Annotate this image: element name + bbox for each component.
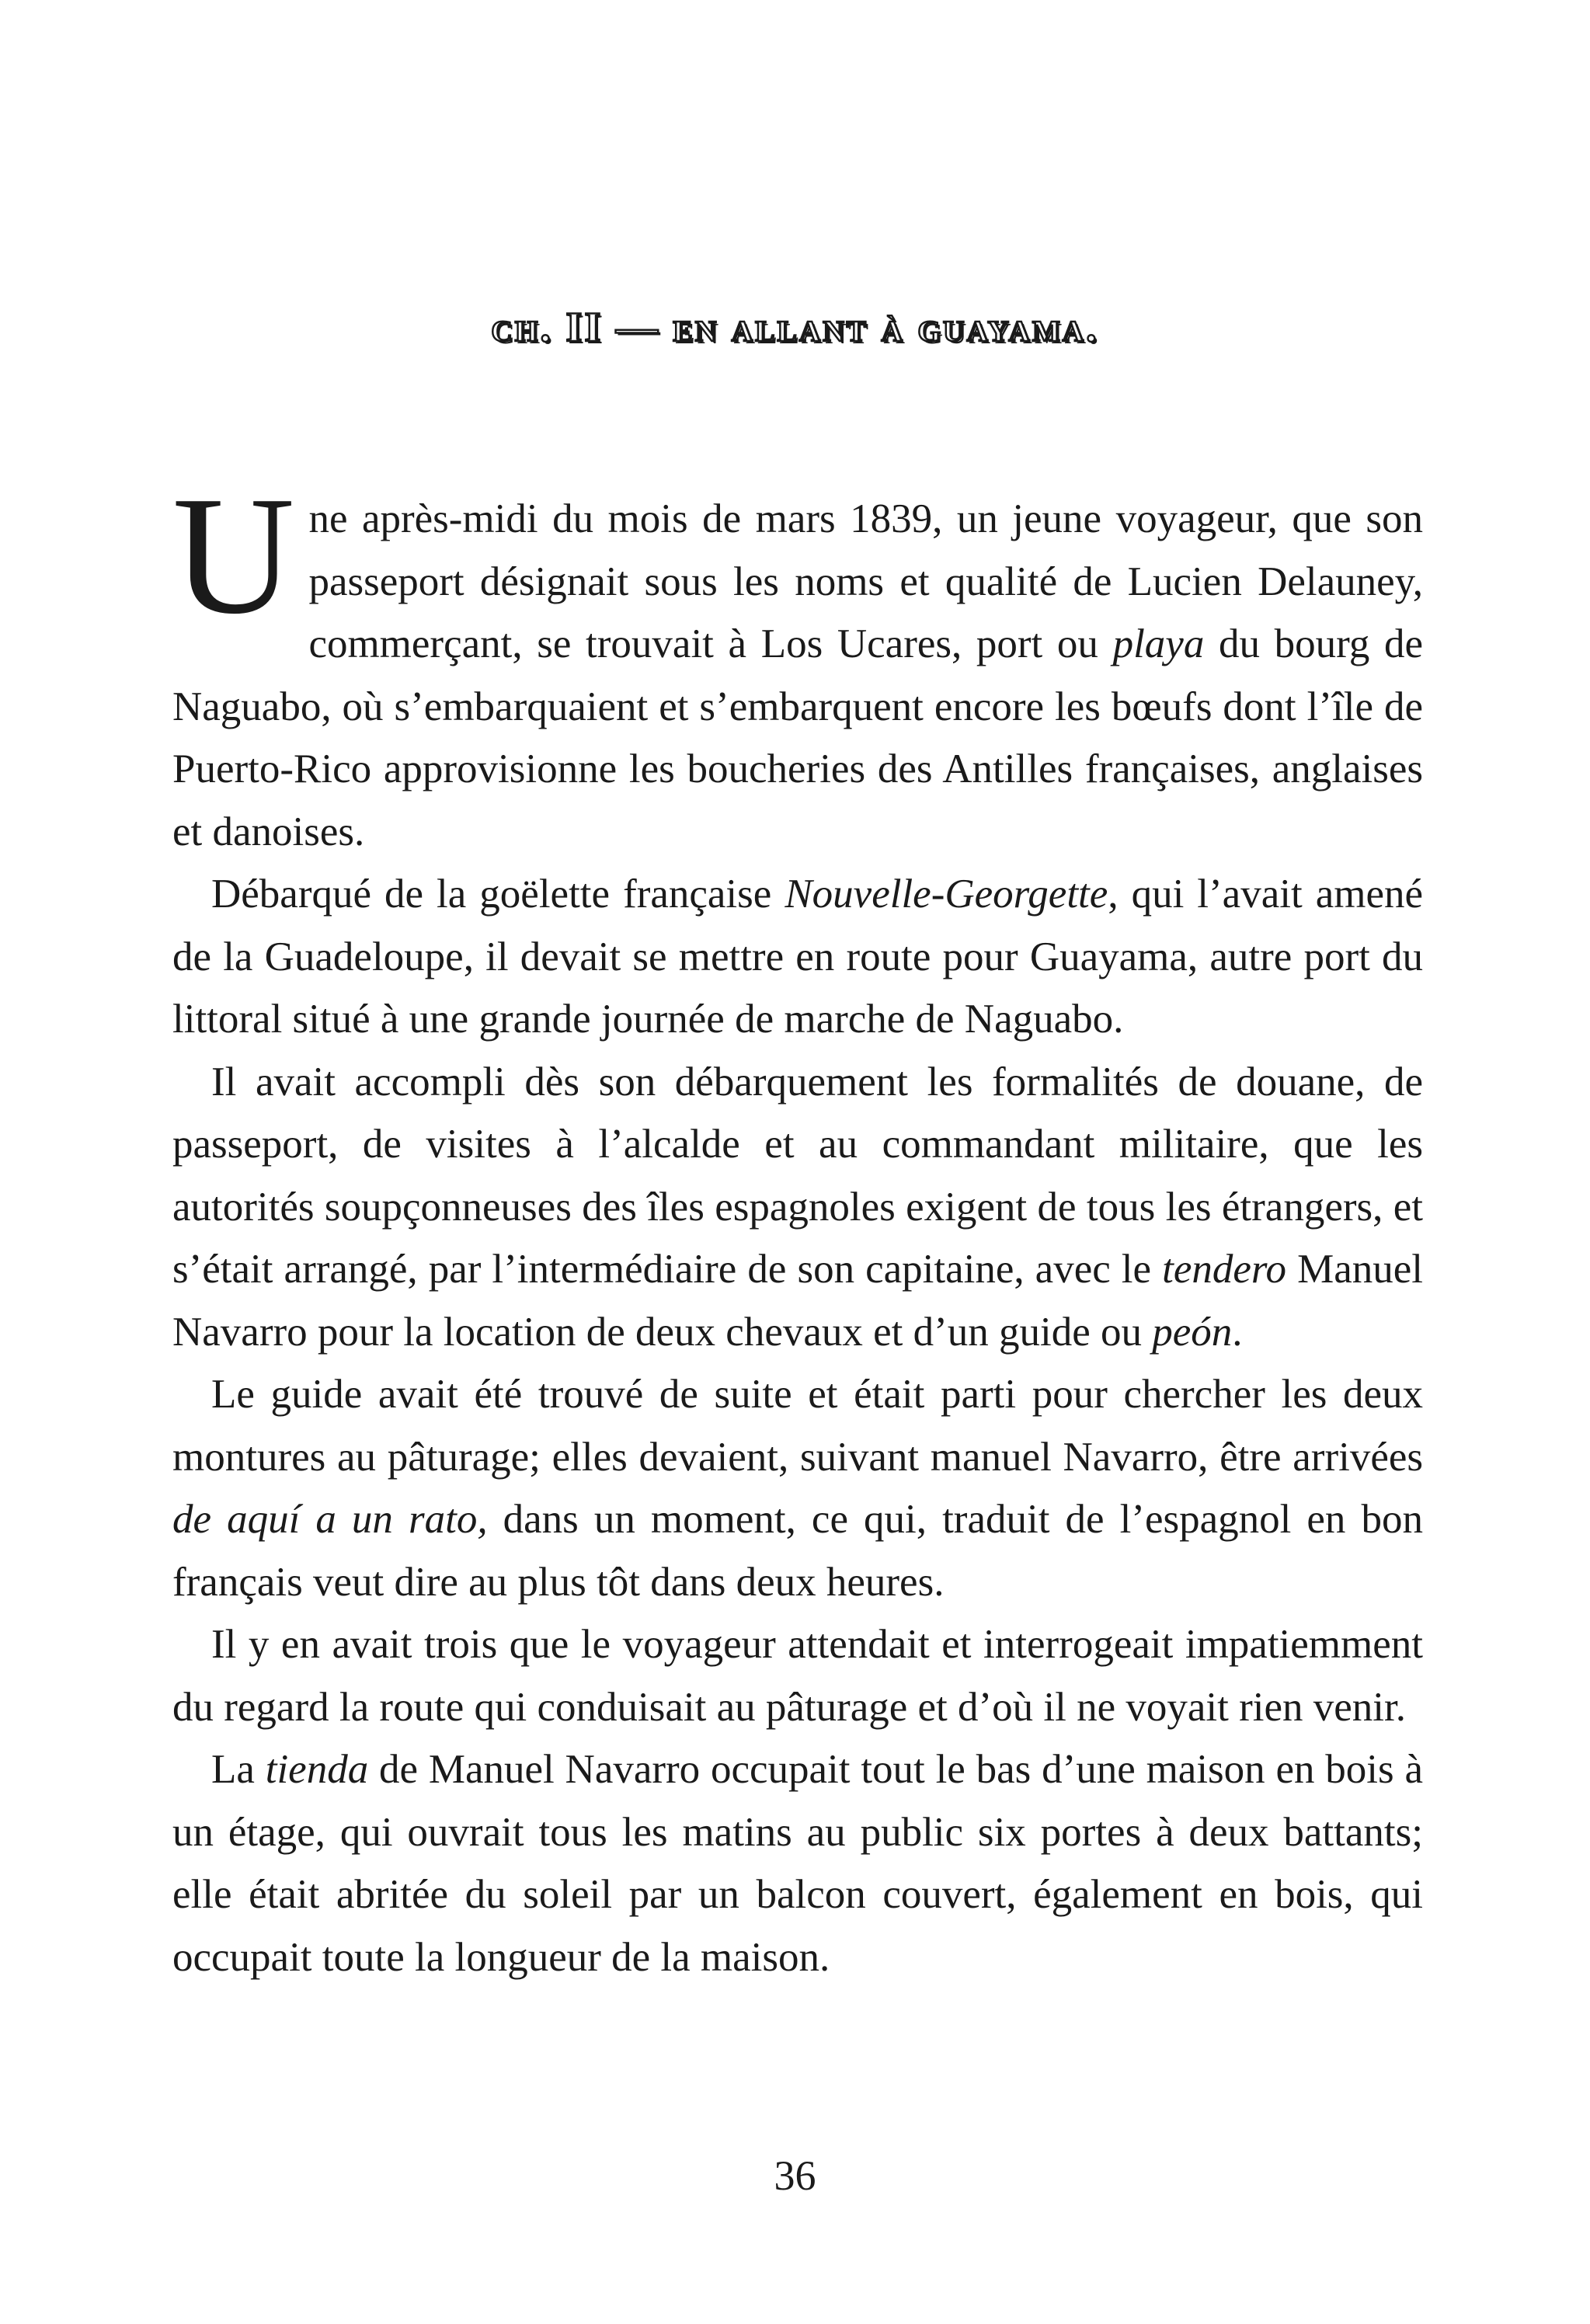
text-run: de Manuel Navarro occupait tout le bas d’une maison en bois à un étage, qui ouvrait tous les matins au public six portes à deux battants; elle était abritée du soleil par un balcon couvert, également en bois, qui occupait toute la longueur de la maison. <box>172 1747 1423 1980</box>
text-run: Il avait accompli dès son débarquement les formalités de douane, de passeport, de visites à l’alcalde et au commandant militaire, que les autorités soupçonneuses des îles espagnoles exigent de tous les étrangers, et s’était arrangé, par l’intermédiaire de son capitaine, avec le <box>172 1059 1423 1292</box>
paragraph <box>172 1738 1423 1988</box>
paragraph <box>172 1613 1423 1738</box>
italic-term: tienda <box>265 1747 369 1792</box>
drop-cap: U <box>172 462 295 649</box>
paragraph <box>172 1363 1423 1613</box>
text-run: La <box>211 1747 266 1792</box>
text-run: dans un moment, ce qui, traduit de l’espagnol en bon français veut dire au plus tôt dans deux heures. <box>172 1497 1423 1605</box>
text-run: Il y en avait trois que le voyageur attendait et interrogeait impatiemment du regard la route qui conduisait au pâturage et d’où il ne voyait rien venir. <box>172 1622 1423 1730</box>
italic-term: de aquí a un rato, <box>172 1497 488 1542</box>
text-run: du bourg de Naguabo, où s’embarquaient et s’embarquent encore les bœufs dont l’île de Puerto-Rico approvisionne les boucheries des Antilles françaises, anglaises et danoises. <box>172 621 1423 854</box>
chapter-title: ch. II — en allant à guayama. <box>491 304 1099 350</box>
paragraph <box>172 863 1423 1051</box>
italic-term: tendero <box>1162 1247 1287 1292</box>
text-run: Le guide avait été trouvé de suite et était parti pour chercher les deux montures au pâturage; elles devaient, suivant manuel Navarro, être arrivées <box>172 1372 1423 1480</box>
chapter-body <box>172 462 1423 1988</box>
text-run: Manuel Navarro pour la location de deux chevaux et d’un guide ou <box>172 1247 1423 1355</box>
text-run: Débarqué de la goëlette française <box>211 872 785 917</box>
text-run: . <box>1232 1309 1243 1355</box>
page-number: 36 <box>774 2152 816 2199</box>
text-run: ne après-midi du mois de mars 1839, un jeune voyageur, que son passeport désignait sous les noms et qualité de Lucien Delauney, commerçant, se trouvait à Los Ucares, port ou <box>308 496 1423 666</box>
paragraph <box>172 462 1423 863</box>
italic-term: playa <box>1112 621 1205 666</box>
italic-term: peón <box>1152 1309 1233 1355</box>
italic-term: Nouvelle-Georgette <box>785 872 1108 917</box>
paragraph <box>172 1051 1423 1364</box>
text-run: , qui l’avait amené de la Guadeloupe, il devait se mettre en route pour Guayama, autre port du littoral situé à une grande journée de marche de Naguabo. <box>172 872 1423 1042</box>
